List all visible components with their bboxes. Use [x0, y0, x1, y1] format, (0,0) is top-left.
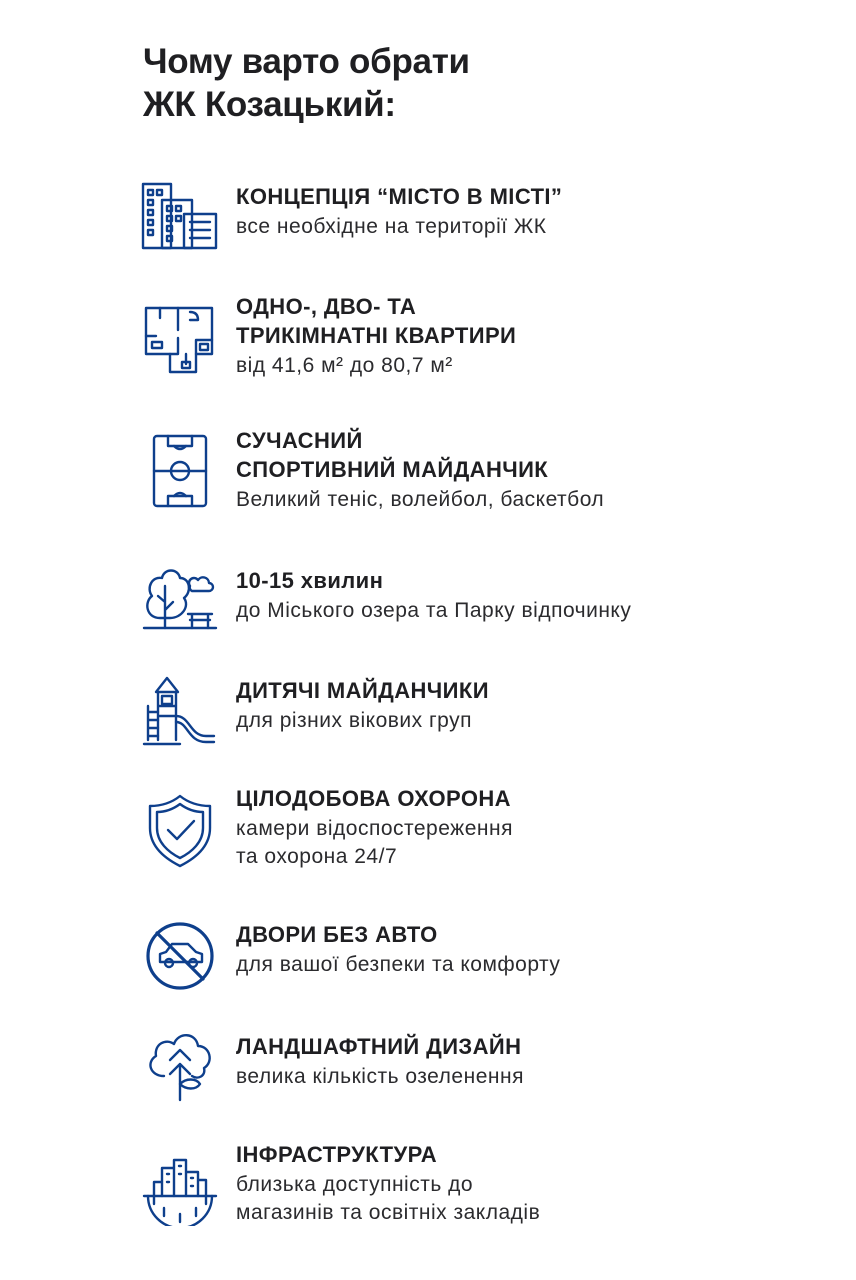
- feature-heading: ЛАНДШАФТНИЙ ДИЗАЙН: [236, 1034, 522, 1059]
- feature-heading: ЦІЛОДОБОВА ОХОРОНА: [236, 786, 511, 811]
- feature-heading: ІНФРАСТРУКТУРА: [236, 1142, 438, 1167]
- infrastructure-gear-icon: [140, 1146, 220, 1226]
- feature-heading: ДИТЯЧІ МАЙДАНЧИКИ: [236, 678, 489, 703]
- feature-description: Великий теніс, волейбол, баскетбол: [236, 488, 605, 511]
- title-line-1: Чому варто обрати: [143, 42, 470, 81]
- feature-description: від 41,6 м² до 80,7 м²: [236, 354, 453, 377]
- park-tree-icon: [140, 556, 220, 636]
- feature-description: все необхідне на території ЖК: [236, 215, 547, 238]
- feature-heading: ТРИКІМНАТНІ КВАРТИРИ: [236, 323, 517, 348]
- feature-description: магазинів та освітніх закладів: [236, 1201, 541, 1224]
- feature-heading: ОДНО-, ДВО- ТА: [236, 294, 417, 319]
- sports-field-icon: [140, 430, 220, 510]
- feature-heading: 10-15 хвилин: [236, 568, 384, 593]
- no-car-icon: [140, 916, 220, 996]
- feature-description: до Міського озера та Парку відпочинку: [236, 599, 632, 622]
- feature-description: для різних вікових груп: [236, 709, 472, 732]
- floor-plan-icon: [140, 296, 220, 376]
- feature-heading: ДВОРИ БЕЗ АВТО: [236, 922, 438, 947]
- shield-check-icon: [140, 790, 220, 870]
- city-buildings-icon: [140, 178, 220, 258]
- feature-heading: СУЧАСНИЙ: [236, 428, 363, 453]
- page-title: [143, 40, 470, 126]
- feature-description: велика кількість озеленення: [236, 1065, 524, 1088]
- feature-description: близька доступність до: [236, 1173, 474, 1196]
- playground-icon: [140, 670, 220, 750]
- title-line-2: ЖК Козацький:: [143, 85, 396, 124]
- feature-description: та охорона 24/7: [236, 845, 398, 868]
- feature-description: камери відоспостереження: [236, 817, 513, 840]
- landscape-cloud-tree-icon: [140, 1024, 220, 1104]
- feature-heading: КОНЦЕПЦІЯ “МІСТО В МІСТІ”: [236, 184, 563, 209]
- feature-heading: СПОРТИВНИЙ МАЙДАНЧИК: [236, 457, 549, 482]
- feature-description: для вашої безпеки та комфорту: [236, 953, 561, 976]
